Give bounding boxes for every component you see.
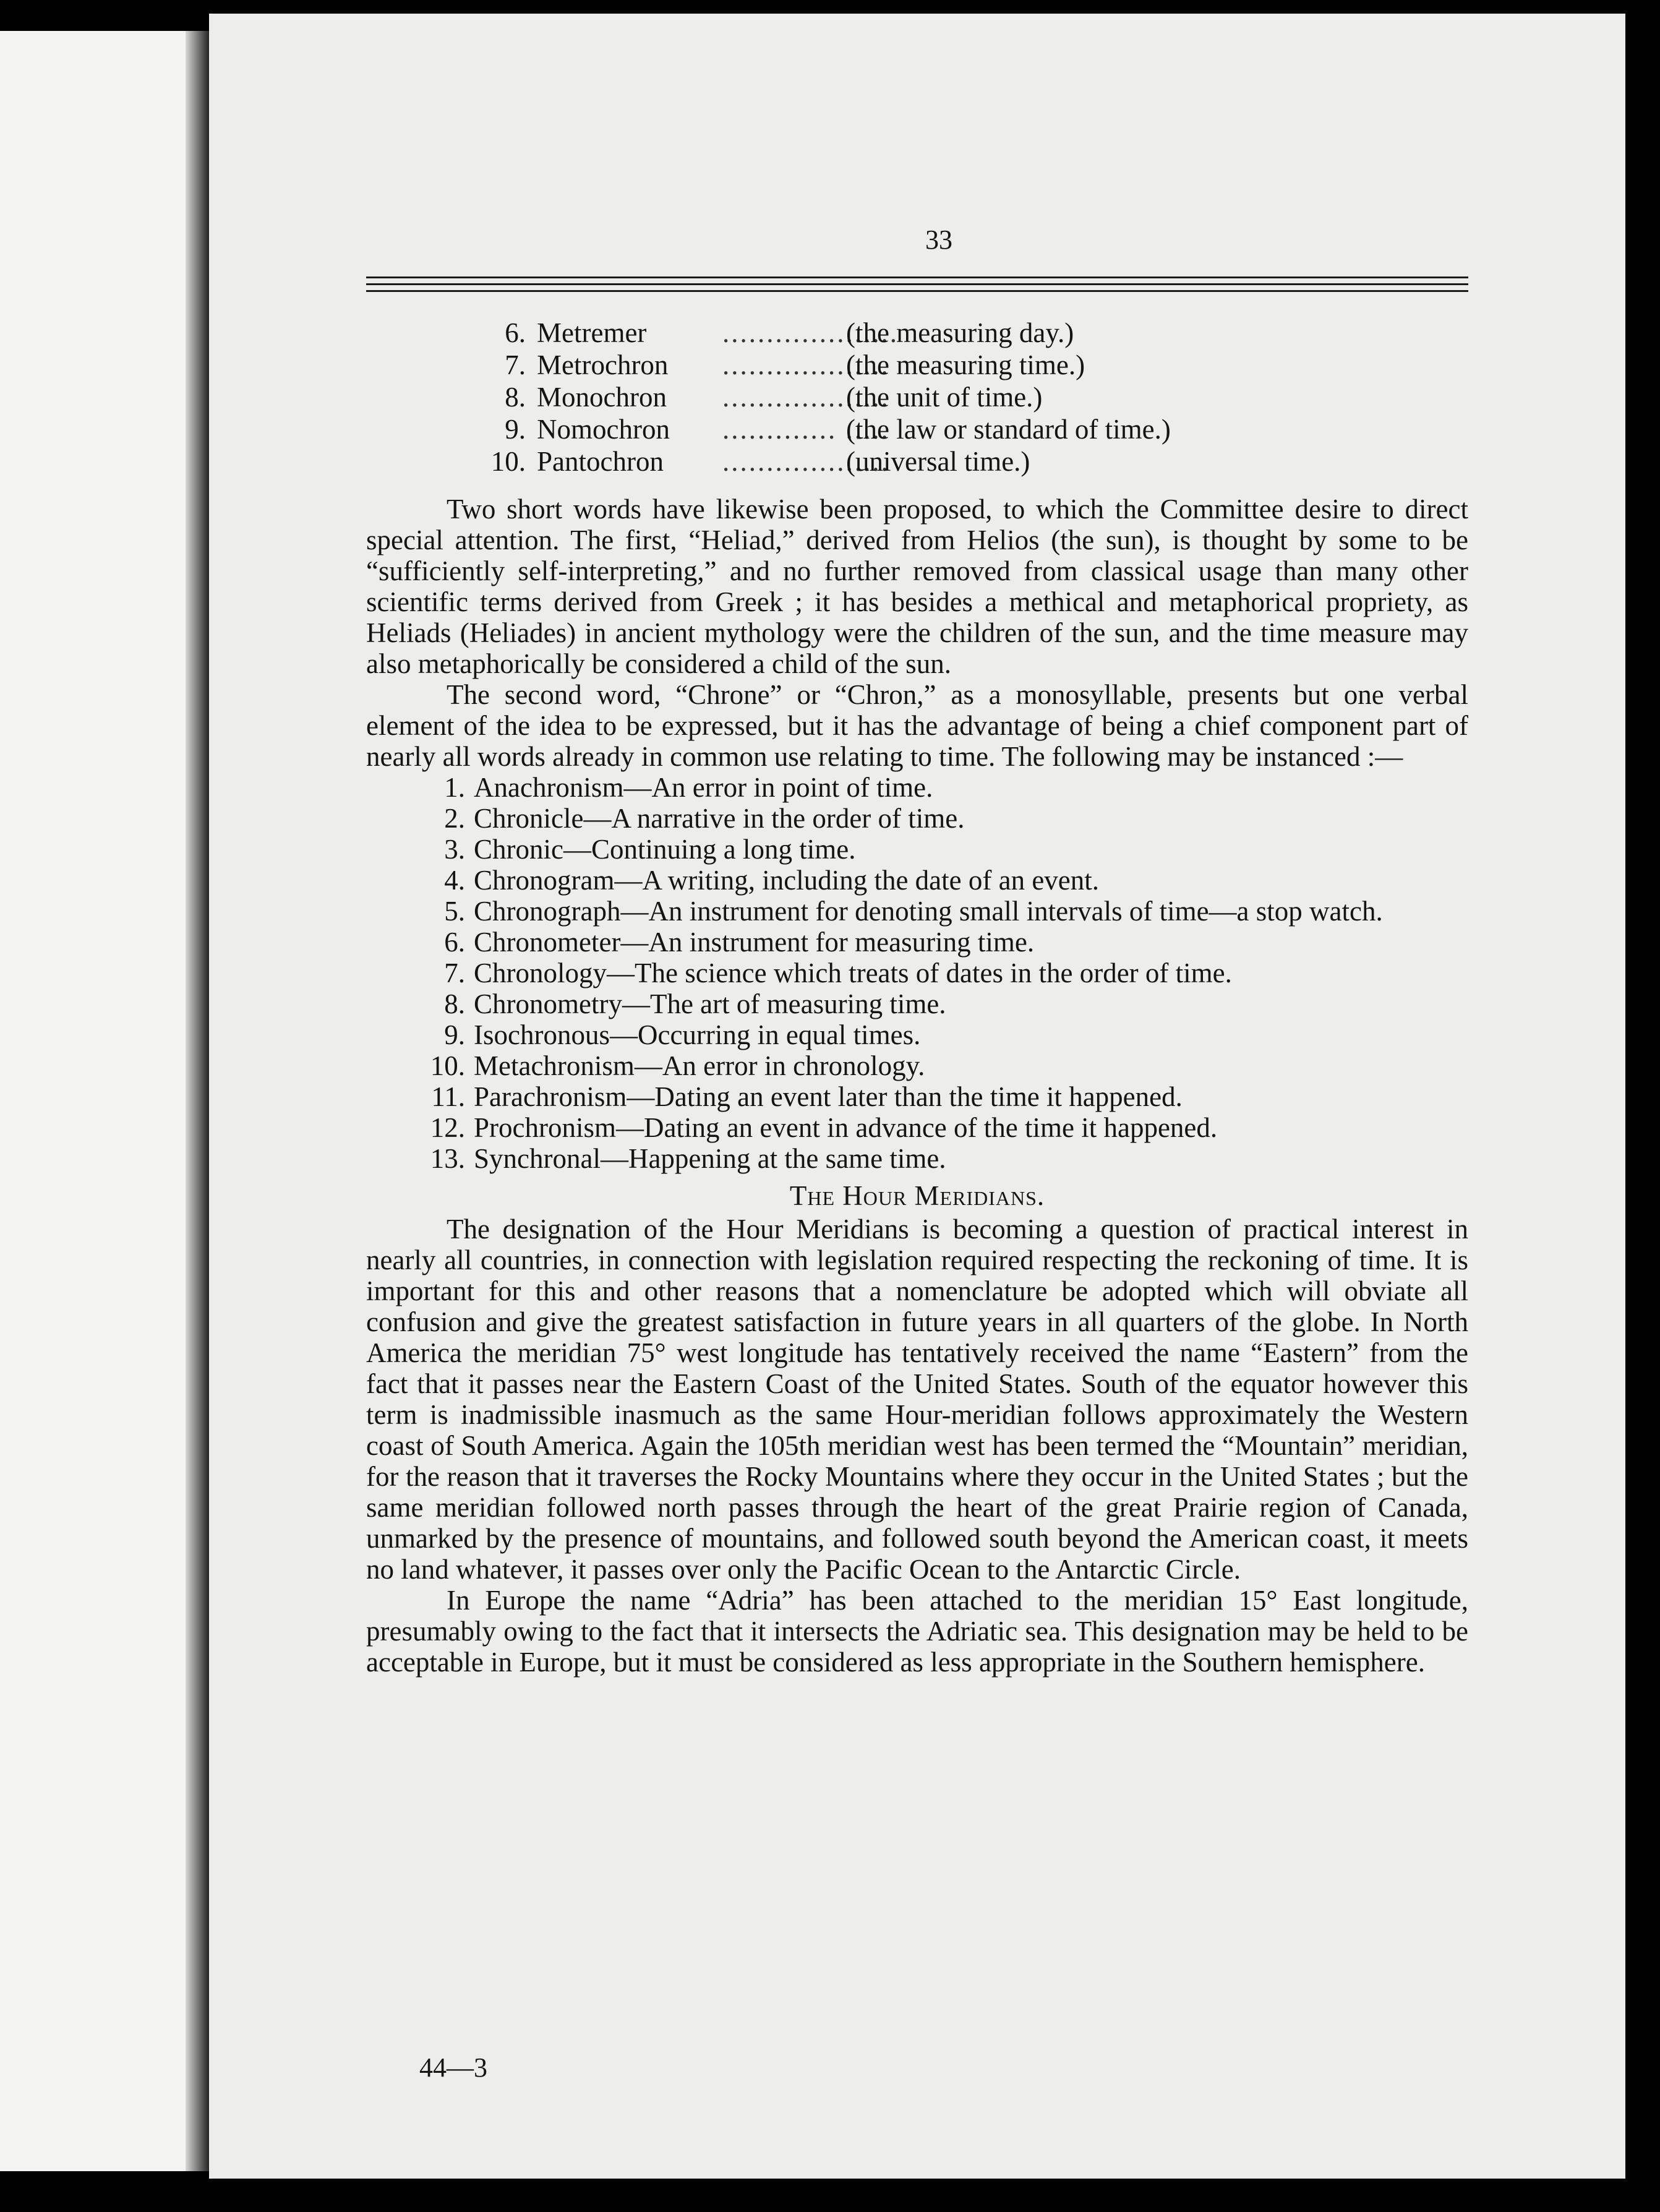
term-word: Nomochron [537, 414, 670, 445]
signature-mark: 44—3 [419, 2052, 487, 2083]
book-page [209, 14, 1625, 2179]
list-item [366, 988, 1468, 1019]
item-text: Chronometer—An instrument for measuring time. [474, 927, 1035, 958]
term-row [469, 413, 1446, 445]
item-text: Parachronism—Dating an event later than the time it happened. [474, 1081, 1183, 1112]
item-number: 6. [444, 927, 465, 958]
list-item [366, 1050, 1468, 1081]
term-number: 10. [490, 446, 526, 477]
item-number: 7. [444, 958, 465, 988]
item-number: 3. [444, 834, 465, 865]
item-number: 12. [430, 1112, 465, 1143]
page-number: 33 [925, 225, 952, 255]
item-number: 11. [431, 1081, 465, 1112]
term-definition: (the measuring day.) [846, 317, 1074, 348]
leader-dots: ................... [722, 349, 890, 380]
item-text: Synchronal—Happening at the same time. [474, 1143, 946, 1174]
item-number: 13. [430, 1143, 465, 1174]
item-number: 10. [430, 1050, 465, 1081]
list-item [366, 927, 1468, 958]
term-definition: (the measuring time.) [846, 349, 1085, 380]
list-item [366, 896, 1468, 927]
item-text: Isochronous—Occurring in equal times. [474, 1019, 921, 1050]
paragraph-meridians: The designation of the Hour Meridians is becoming a question of practical interest in nearly all countries, in connection with legislation required respecting the reckoning of time. It is important for this and other reasons that a nomenclature be adopted which will obviate all confusion and give the greatest satisfaction in future years in all quarters of the globe. In North America the meridian 75° west longitude has tentatively received the name “Eastern” from the fact that it passes near the Eastern Coast of the United States. South of the equator however this term is inadmissible inasmuch as the same Hour-meridian follows approximately the Western coast of South America. Again the 105th meridian west has been termed the “Mountain” meridian, for the reason that it traverses the Rocky Mountains where they occur in the United States ; but the same meridian followed north passes through the heart of the great Prairie region of Canada, unmarked by the presence of mountains, and followed south beyond the American coast, it meets no land whatever, it passes over only the Pacific Ocean to the Antarctic Circle. [366, 1214, 1468, 1585]
term-list [469, 317, 1446, 478]
item-number: 4. [444, 865, 465, 896]
leader-dots: ................... [722, 382, 890, 413]
term-number: 8. [505, 382, 526, 413]
header-rule [366, 283, 1468, 285]
leader-dots: ................... [722, 446, 890, 477]
list-item [366, 1143, 1468, 1174]
item-number: 5. [444, 896, 465, 927]
term-word: Monochron [537, 382, 667, 413]
term-definition: (the unit of time.) [846, 382, 1043, 413]
item-text: Anachronism—An error in point of time. [474, 772, 933, 803]
term-row [469, 445, 1446, 478]
item-text: Chronology—The science which treats of dates in the order of time. [474, 958, 1232, 988]
list-item [366, 1112, 1468, 1143]
list-item [366, 803, 1468, 834]
book-gutter-shadow [186, 31, 210, 2171]
item-number: 1. [444, 772, 465, 803]
leader-dots: ............. ..... [722, 414, 890, 445]
list-item [366, 772, 1468, 803]
item-number: 8. [444, 988, 465, 1019]
paragraph-chrone: The second word, “Chrone” or “Chron,” as a monosyllable, presents but one verbal element of the idea to be expressed, but it has the advantage of being a chief component part of nearly all words already in common use relating to time. The following may be instanced :— [366, 679, 1468, 772]
term-row [469, 317, 1446, 349]
term-row [469, 381, 1446, 413]
section-heading: The Hour Meridians. [789, 1180, 1045, 1211]
term-number: 7. [505, 349, 526, 380]
term-definition: (universal time.) [846, 446, 1030, 477]
term-number: 6. [505, 317, 526, 348]
left-page-edge [0, 31, 197, 2171]
list-item [366, 1081, 1468, 1112]
item-number: 2. [444, 803, 465, 834]
header-rule [366, 290, 1468, 292]
body-text [366, 494, 1468, 1678]
leader-dots: .................... [722, 317, 899, 348]
item-text: Chronic—Continuing a long time. [474, 834, 856, 865]
term-row [469, 349, 1446, 381]
paragraph-heliad: Two short words have likewise been proposed, to which the Committee desire to direct special attention. The first, “Heliad,” derived from Helios (the sun), is thought by some to be “sufficiently self-interpreting,” and no further removed from classical usage than many other scientific terms derived from Greek ; it has besides a methical and metaphorical propriety, as Heliads (Heliades) in ancient mythology were the children of the sun, and the time measure may also metaphorically be considered a child of the sun. [366, 494, 1468, 679]
term-word: Metrochron [537, 349, 669, 380]
item-text: Chronogram—A writing, including the date of an event. [474, 865, 1100, 896]
list-item [366, 1019, 1468, 1050]
term-word: Pantochron [537, 446, 664, 477]
item-text: Chronicle—A narrative in the order of time. [474, 803, 965, 834]
item-text: Metachronism—An error in chronology. [474, 1050, 925, 1081]
item-text: Chronograph—An instrument for denoting small intervals of time—a stop watch. [474, 896, 1383, 927]
term-definition: (the law or standard of time.) [846, 414, 1171, 445]
header-rule [366, 276, 1468, 278]
list-item [366, 834, 1468, 865]
chron-word-list [366, 772, 1468, 1174]
item-text: Chronometry—The art of measuring time. [474, 988, 946, 1019]
term-number: 9. [505, 414, 526, 445]
term-word: Metremer [537, 317, 647, 348]
item-text: Prochronism—Dating an event in advance of the time it happened. [474, 1112, 1218, 1143]
list-item [366, 865, 1468, 896]
paragraph-adria: In Europe the name “Adria” has been attached to the meridian 15° East longitude, presumably owing to the fact that it intersects the Adriatic sea. This designation may be held to be acceptable in Europe, but it must be considered as less appropriate in the Southern hemisphere. [366, 1585, 1468, 1678]
item-number: 9. [444, 1019, 465, 1050]
list-item [366, 958, 1468, 988]
